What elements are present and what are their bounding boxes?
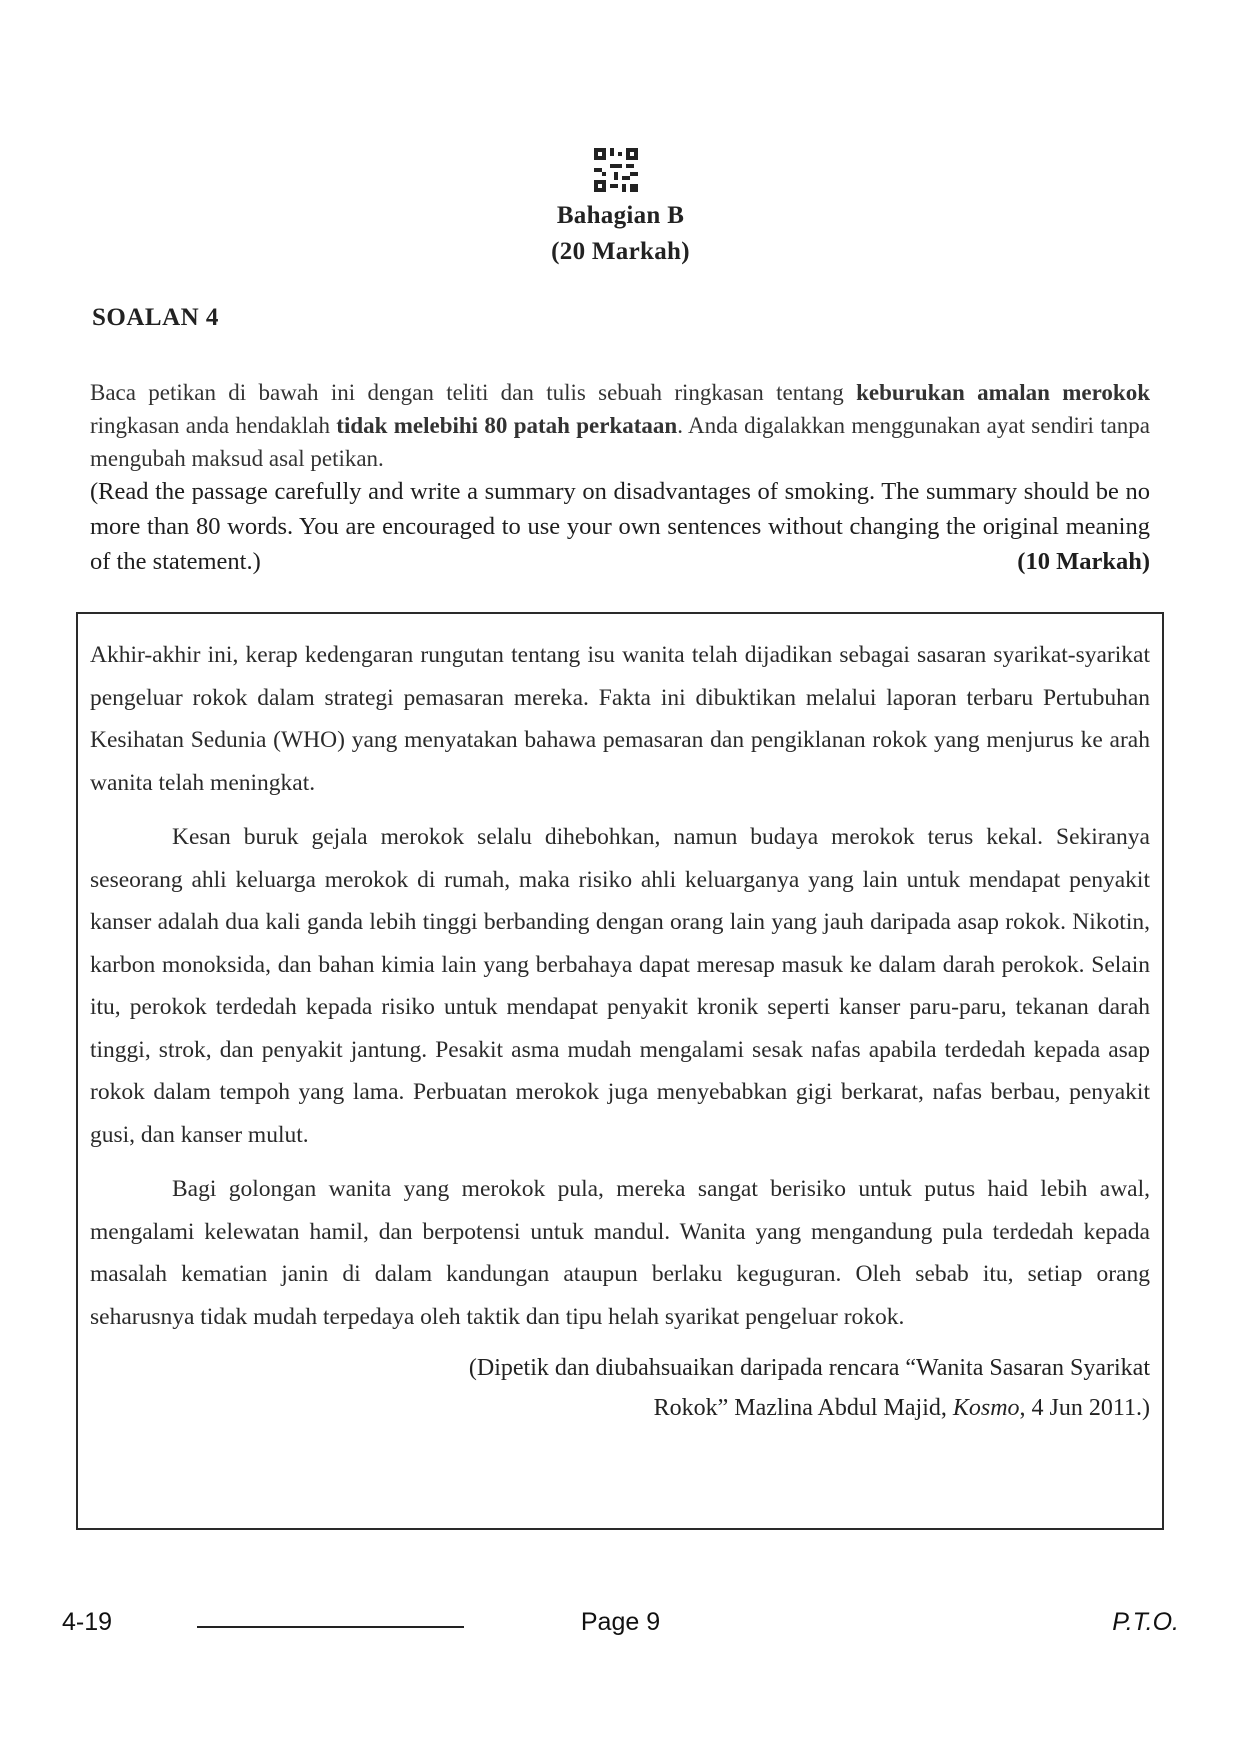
footer-pto: P.T.O.: [1112, 1608, 1179, 1636]
question-marks: (10 Markah): [1017, 548, 1150, 575]
passage-paragraph-2: Kesan buruk gejala merokok selalu dihebohkan, namun budaya merokok terus kekal. Sekiranya seseorang ahli keluarga merokok di rumah, maka risiko ahli keluarganya yang lain untuk mendapat penyakit kanser adalah dua kali ganda lebih tinggi berbanding dengan orang lain yang jauh daripada asap rokok. Nikotin, karbon monoksida, dan bahan kimia lain yang berbahaya dapat meresap masuk ke dalam darah perokok. Selain itu, perokok terdedah kepada risiko untuk mendapat penyakit kronik seperti kanser paru-paru, tekanan darah tinggi, strok, dan penyakit jantung. Pesakit asma mudah mengalami sesak nafas apabila terdedah kepada asap rokok dalam tempoh yang lama. Perbuatan merokok juga menyebabkan gigi berkarat, nafas berbau, penyakit gusi, dan kanser mulut.: [90, 824, 1150, 1148]
passage-box: [76, 612, 1164, 1530]
footer-page-number: Page 9: [580, 1608, 661, 1636]
passage-source: [90, 1348, 1150, 1428]
question-label: SOALAN 4: [92, 304, 219, 331]
instruction-english: [90, 474, 1150, 579]
source-line-2-a: Rokok” Mazlina Abdul Majid,: [653, 1395, 953, 1421]
section-title: Bahagian B: [556, 202, 685, 229]
page-footer: [0, 1608, 1241, 1644]
instruction-malay: [90, 376, 1150, 475]
source-line-2: [90, 1388, 1150, 1428]
qr-code-icon: [594, 148, 638, 192]
passage-paragraph-1: Akhir-akhir ini, kerap kedengaran rungutan tentang isu wanita telah dijadikan sebagai sasaran syarikat-syarikat pengeluar rokok dalam strategi pemasaran mereka. Fakta ini dibuktikan melalui laporan terbaru Pertubuhan Kesihatan Sedunia (WHO) yang menyatakan bahawa pemasaran dan pengiklanan rokok yang menjurus ke arah wanita telah meningkat.: [90, 642, 1150, 796]
section-marks: (20 Markah): [551, 238, 690, 265]
instruction-english-text: (Read the passage carefully and write a summary on disadvantages of smoking. The summary should be no more than 80 words. You are encouraged to use your own sentences without changing the original meaning of the statement.): [90, 478, 1150, 575]
source-line-2-b: , 4 Jun 2011.): [1019, 1395, 1150, 1421]
instruction-malay-text-1: Baca petikan di bawah ini dengan teliti dan tulis sebuah ringkasan tentang: [90, 380, 857, 405]
source-line-1: (Dipetik dan diubahsuaikan daripada rencara “Wanita Sasaran Syarikat: [468, 1355, 1150, 1381]
footer-code: 4-19: [62, 1608, 113, 1636]
passage-paragraph-3: Bagi golongan wanita yang merokok pula, mereka sangat berisiko untuk putus haid lebih awal, mengalami kelewatan hamil, dan berpotensi untuk mandul. Wanita yang mengandung pula terdedah kepada masalah kematian janin di dalam kandungan ataupun berlaku keguguran. Oleh sebab itu, setiap orang seharusnya tidak mudah terpedaya oleh taktik dan tipu helah syarikat pengeluar rokok.: [90, 1176, 1150, 1330]
instruction-malay-text-3: . Anda digalakkan menggunakan ayat sendiri tanpa mengubah maksud asal petikan.: [90, 413, 1151, 471]
source-publication: Kosmo: [952, 1395, 1020, 1421]
instruction-malay-bold-2: tidak melebihi 80 patah perkataan: [336, 413, 678, 438]
instruction-malay-text-2: ringkasan anda hendaklah: [90, 413, 337, 438]
instruction-malay-bold-1: keburukan amalan merokok: [856, 380, 1150, 405]
